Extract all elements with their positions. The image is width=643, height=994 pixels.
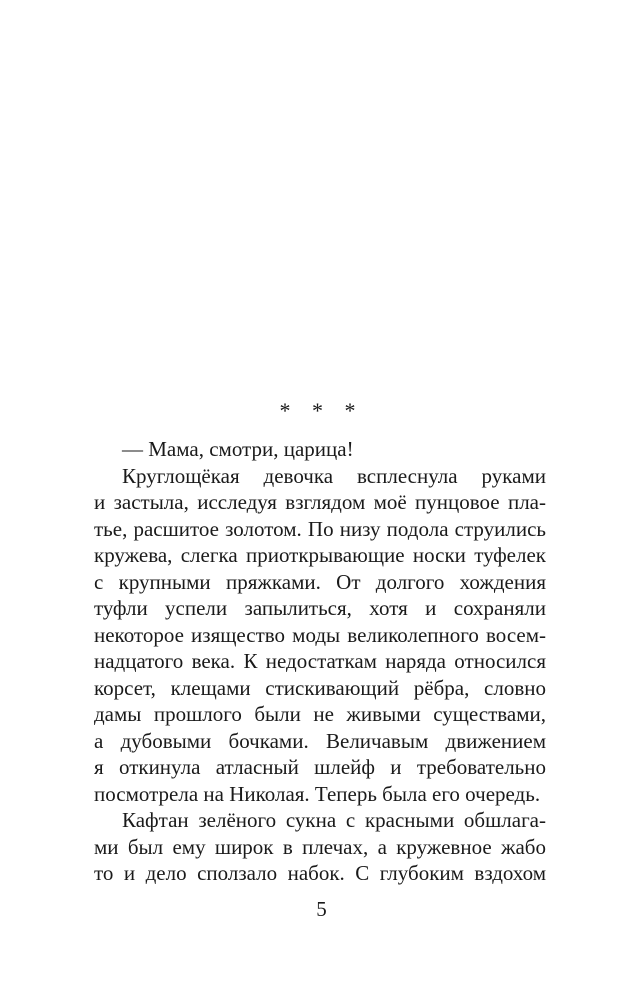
text-line: Круглощёкая девочка всплеснула руками xyxy=(122,463,546,488)
text-line: то и дело сползало набок. С глубоким вздохом xyxy=(94,861,546,885)
page-number: 5 xyxy=(316,897,327,921)
body-text xyxy=(94,436,546,887)
text-line: некоторое изящество моды великолепного восем- xyxy=(94,622,546,647)
text-line: я откинула атласный шлейф и требовательно xyxy=(94,755,546,779)
text-line: тье, расшитое золотом. По низу подола струились xyxy=(94,516,546,541)
text-line: с крупными пряжками. От долгого хождения xyxy=(94,569,546,594)
text-line: ми был ему широк в плечах, а кружевное жабо xyxy=(94,834,546,859)
text-line: а дубовыми бочками. Величавым движением xyxy=(94,728,546,753)
text-line: Кафтан зелёного сукна с красными обшлага- xyxy=(122,808,546,832)
text-line: и застыла, исследуя взглядом моё пунцовое пла- xyxy=(94,490,546,514)
text-line: кружева, слегка приоткрывающие носки туфелек xyxy=(94,543,546,567)
text-line: надцатого века. К недостаткам наряда относился xyxy=(94,649,546,673)
section-separator: * * * xyxy=(279,398,364,423)
text-line: туфли успели запылиться, хотя и сохраняли xyxy=(94,596,546,620)
text-line: дамы прошлого были не живыми существами, xyxy=(94,702,546,726)
text-line: — Мама, смотри, царица! xyxy=(122,437,354,461)
text-line: корсет, клещами стискивающий рёбра, словно xyxy=(94,675,546,700)
text-line: посмотрела на Николая. Теперь была его очередь. xyxy=(94,781,541,806)
